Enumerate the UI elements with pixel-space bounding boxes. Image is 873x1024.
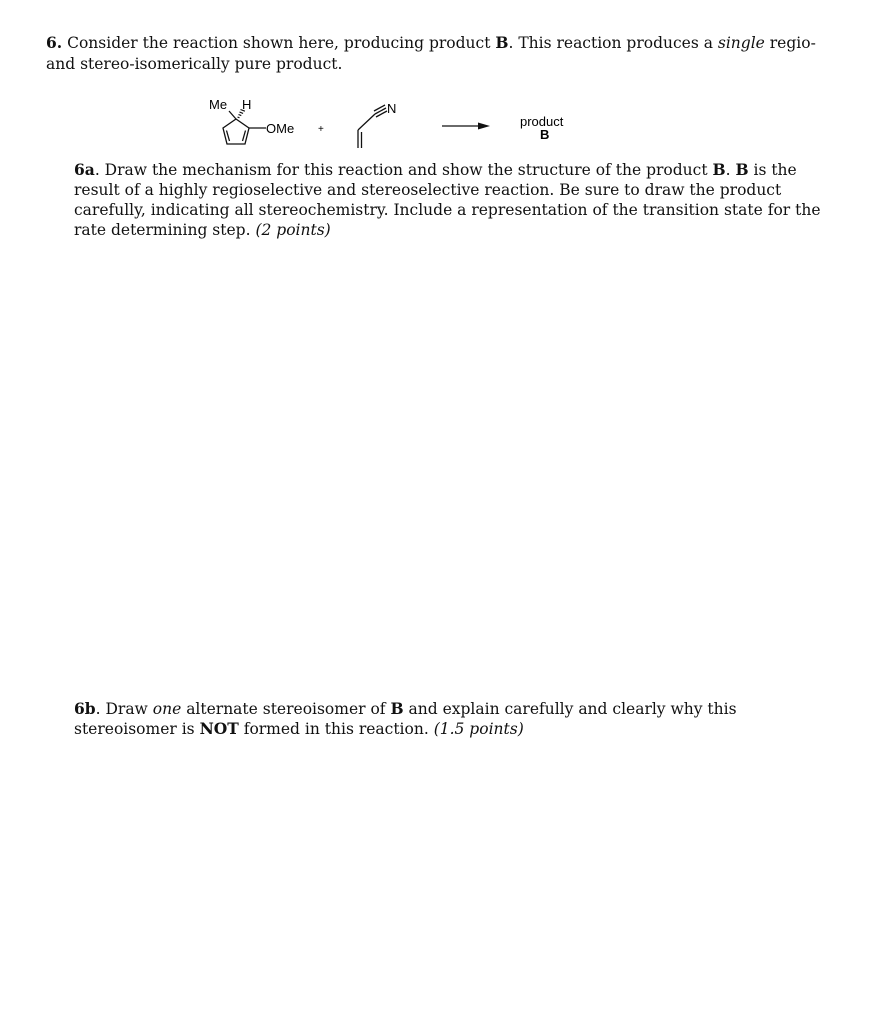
part-b-not-word: NOT [199, 719, 239, 738]
part-b-text-3: and explain carefully and clearly why this stereoisomer is [74, 700, 737, 738]
part-a-points: (2 points) [255, 221, 331, 239]
reaction-scheme [200, 92, 600, 154]
intro-product-letter: B [495, 33, 509, 52]
reactant-diene [223, 111, 266, 144]
part-6a-prompt [74, 160, 834, 240]
intro-text-2: . This reaction produces a [508, 34, 718, 52]
product-letter: B [540, 127, 550, 142]
part-a-b-1: B [712, 160, 726, 179]
reactant-dienophile [358, 105, 387, 148]
part-b-one-word: one [152, 700, 182, 718]
question-number: 6. [46, 33, 63, 52]
answer-area-6a[interactable] [74, 250, 834, 680]
product-label: product [520, 114, 564, 129]
intro-text-3: regio- and stereo-isomerically pure product. [46, 34, 816, 73]
me-label: Me [209, 97, 228, 112]
part-a-text-3: is the result of a highly regioselective and stereoselective reaction. Be sure to draw the product carefully, indicating all stereochemistry. Include a representation of the transition state for the rate determining step. [74, 161, 821, 239]
ome-label: OMe [266, 121, 295, 136]
question-intro [46, 32, 826, 75]
part-b-points: (1.5 points) [433, 720, 524, 738]
answer-area-6b[interactable] [74, 748, 834, 1008]
part-6b-prompt [74, 699, 834, 739]
part-a-b-2: B [735, 160, 749, 179]
intro-text-1: Consider the reaction shown here, producing product [62, 34, 496, 52]
reaction-arrow [442, 123, 490, 130]
part-a-text-1: . Draw the mechanism for this reaction and show the structure of the product [94, 161, 713, 179]
n-label: N [387, 101, 397, 116]
intro-single-word: single [717, 34, 765, 52]
part-b-text-1: . Draw [95, 700, 153, 718]
part-b-b-1: B [390, 699, 404, 718]
h-label: H [242, 97, 252, 112]
part-b-text-4: formed in this reaction. [238, 720, 434, 738]
part-b-text-2: alternate stereoisomer of [181, 700, 391, 718]
part-a-text-2: . [725, 161, 736, 179]
part-b-label: 6b [74, 699, 96, 718]
part-a-label: 6a [74, 160, 95, 179]
plus-sign: + [318, 124, 324, 135]
